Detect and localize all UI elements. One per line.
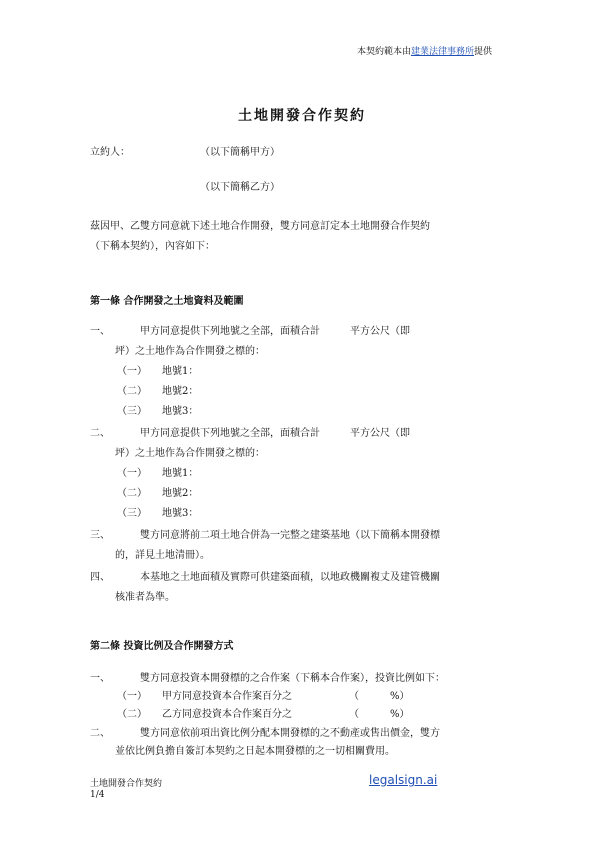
article-1-item-2-line-2: 坪）之土地作為合作開發之標的： [115,448,265,459]
article-2-item-2-num: 二、 [90,728,110,739]
lot-b1-num: （一） [117,468,147,479]
lot-b3-num: （三） [117,508,147,519]
article-1-item-1-line-2: 坪）之土地作為合作開發之標的： [115,346,265,357]
footer-doc-name: 土地開發合作契約 [90,779,163,789]
article-1-item-2-line-1: 甲方同意提供下列地號之全部，面積合計 平方公尺（即 [140,428,410,439]
article-2-item-1-line-1: 雙方同意投資本開發標的之合作案（下稱本合作案），投資比例如下： [140,673,445,684]
article-1-item-1-num: 一、 [90,326,110,337]
firm-link[interactable]: 建業法律事務所 [411,47,475,57]
page-title: 土地開發合作契約 [238,108,366,124]
lot-b1-text: 地號1： [162,468,199,479]
header-credit [357,44,492,57]
intro-line-2: （下稱本契約），內容如下： [90,241,215,252]
footer-page-number: 1/4 [90,790,105,800]
lot-2-num: （二） [117,386,147,397]
footer-site-link[interactable]: legalsign.ai [369,773,438,787]
lot-3-text: 地號3： [162,406,199,417]
ratio-2-close: %） [390,709,410,720]
ratio-1-num: （一） [117,691,147,702]
article-2-item-2-line-1: 雙方同意依前項出資比例分配本開發標的之不動產或售出價金，雙方 [140,728,440,739]
party-b-text: （以下簡稱乙方） [200,182,280,193]
article-1-item-1-line-1: 甲方同意提供下列地號之全部，面積合計 平方公尺（即 [140,326,410,337]
ratio-1-text: 甲方同意投資本合作案百分之 [162,691,292,702]
lot-1-text: 地號1： [162,366,199,377]
intro-line-1: 茲因甲、乙雙方同意就下述土地合作開發，雙方同意訂定本土地開發合作契約 [90,221,430,232]
lot-3-num: （三） [117,406,147,417]
lot-2-text: 地號2： [162,386,199,397]
parties-label: 立約人： [90,147,130,158]
lot-b3-text: 地號3： [162,508,199,519]
article-1-heading: 第一條 合作開發之土地資料及範圍 [90,296,244,307]
lot-1-num: （一） [117,366,147,377]
article-1-item-4-num: 四、 [90,572,110,583]
ratio-1-open: （ [349,691,359,702]
ratio-2-text: 乙方同意投資本合作案百分之 [162,709,292,720]
article-2-heading: 第二條 投資比例及合作開發方式 [90,641,234,652]
ratio-2-num: （二） [117,709,147,720]
lot-b2-text: 地號2： [162,488,199,499]
article-1-item-3-line-1: 雙方同意將前二項土地合併為一完整之建築基地（以下簡稱本開發標 [140,530,440,541]
header-suffix: 提供 [474,47,493,57]
party-a-text: （以下簡稱甲方） [200,147,280,158]
article-1-item-2-num: 二、 [90,428,110,439]
article-1-item-3-num: 三、 [90,530,110,541]
article-1-item-4-line-1: 本基地之土地面積及實際可供建築面積，以地政機關複丈及建管機關 [140,572,440,583]
header-prefix: 本契約範本由 [357,47,412,57]
article-2-item-2-line-2: 並依比例負擔自簽訂本契約之日起本開發標的之一切相關費用。 [115,746,395,757]
ratio-2-open: （ [349,709,359,720]
article-2-item-1-num: 一、 [90,673,110,684]
lot-b2-num: （二） [117,488,147,499]
ratio-1-close: %） [390,691,410,702]
article-1-item-4-line-2: 核准者為準。 [115,592,175,603]
article-1-item-3-line-2: 的，詳見土地清冊）。 [115,550,210,561]
